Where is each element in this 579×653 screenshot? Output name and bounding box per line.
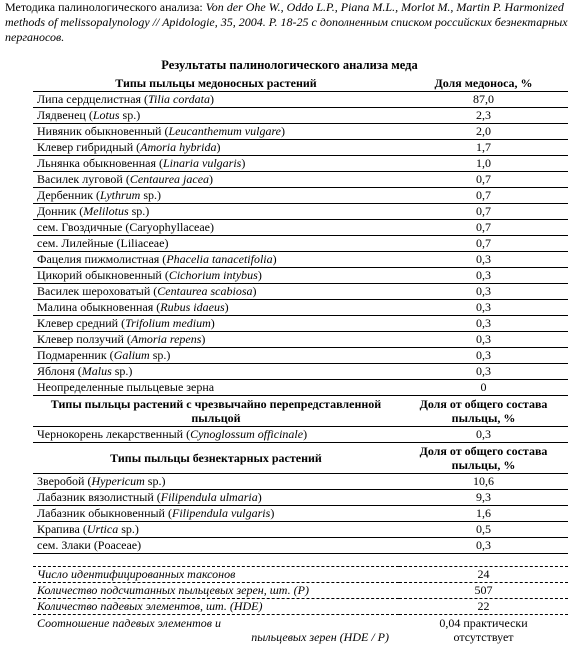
plant-common-name: Лабазник обыкновенный ( <box>37 506 172 520</box>
plant-common-name: Донник ( <box>37 204 84 218</box>
plant-common-name: Василек шероховатый ( <box>37 284 158 298</box>
section-header <box>33 76 568 92</box>
plant-common-name: Зверобой ( <box>37 474 92 488</box>
plant-common-name: Клевер ползучий ( <box>37 332 131 346</box>
plant-latin-name: Lythrum <box>100 188 141 202</box>
table-row <box>33 284 568 300</box>
share-value: 2,0 <box>399 124 568 140</box>
plant-latin-name: Malus <box>81 364 112 378</box>
share-value: 0,7 <box>399 236 568 252</box>
plant-latin-name: Linaria vulgaris <box>162 156 242 170</box>
share-value: 0,3 <box>399 300 568 316</box>
table-row <box>33 268 568 284</box>
plant-name-tail: sp.) <box>149 348 171 362</box>
plant-latin-name: Rubus idaeus <box>160 300 225 314</box>
plant-latin-name: Cichorium intybus <box>168 268 258 282</box>
column-header-share: Доля медоноса, % <box>399 76 568 92</box>
plant-name-tail: ) <box>252 284 257 298</box>
plant-latin-name: Galium <box>113 348 150 362</box>
column-header-type: Типы пыльцы растений с чрезвычайно перепредставленной пыльцой <box>33 396 399 427</box>
summary-row <box>33 599 568 615</box>
plant-latin-name: Tilia cordata <box>148 92 210 106</box>
ratio-value-line2: отсутствует <box>453 630 514 644</box>
share-value: 0,7 <box>399 220 568 236</box>
plant-name-tail: ) <box>201 332 206 346</box>
plant-name <box>33 204 399 220</box>
plant-name <box>33 220 399 236</box>
plant-latin-name: Leucanthemum vulgare <box>168 124 281 138</box>
table-row <box>33 364 568 380</box>
plant-name <box>33 348 399 364</box>
plant-name <box>33 92 399 108</box>
plant-name <box>33 172 399 188</box>
share-value: 9,3 <box>399 490 568 506</box>
summary-value: 22 <box>399 599 568 615</box>
share-value: 0,3 <box>399 538 568 554</box>
plant-common-name: сем. Гвоздичные (Caryophyllaceae) <box>37 220 214 234</box>
share-value: 0 <box>399 380 568 396</box>
table-row <box>33 108 568 124</box>
table-row <box>33 188 568 204</box>
plant-latin-name: Filipendula vulgaris <box>171 506 271 520</box>
table-row <box>33 252 568 268</box>
table-row <box>33 124 568 140</box>
section-header <box>33 443 568 474</box>
table-row <box>33 300 568 316</box>
plant-common-name: Дербенник ( <box>37 188 101 202</box>
table-row <box>33 348 568 364</box>
plant-latin-name: Centaurea jacea <box>129 172 210 186</box>
plant-common-name: сем. Злаки (Poaceae) <box>37 538 142 552</box>
table-row <box>33 172 568 188</box>
share-value: 1,6 <box>399 506 568 522</box>
methodology-prefix: Методика палинологического анализа: <box>5 0 206 14</box>
plant-latin-name: Trifolium medium <box>125 316 211 330</box>
summary-label: Число идентифицированных таксонов <box>33 567 399 583</box>
share-value: 0,3 <box>399 252 568 268</box>
plant-name-tail: sp.) <box>118 522 139 536</box>
table-row <box>33 220 568 236</box>
share-value: 0,7 <box>399 188 568 204</box>
plant-common-name: Лабазник вязолистный ( <box>37 490 161 504</box>
plant-name-tail: sp.) <box>119 108 141 122</box>
share-value: 0,7 <box>399 172 568 188</box>
plant-name-tail: ) <box>257 490 262 504</box>
plant-name-tail: ) <box>281 124 285 138</box>
plant-latin-name: Filipendula ulmaria <box>160 490 258 504</box>
table-row <box>33 204 568 220</box>
ratio-label <box>33 615 399 646</box>
plant-name <box>33 506 399 522</box>
plant-name <box>33 108 399 124</box>
plant-name <box>33 284 399 300</box>
ratio-value <box>399 615 568 646</box>
ratio-value-line1: 0,04 практически <box>439 616 528 630</box>
plant-latin-name: Phacelia tanacetifolia <box>166 252 273 266</box>
share-value: 0,3 <box>399 364 568 380</box>
plant-common-name: Крапива ( <box>37 522 87 536</box>
plant-name <box>33 427 399 443</box>
summary-row <box>33 567 568 583</box>
table-row <box>33 316 568 332</box>
spacer-row <box>33 554 568 567</box>
plant-common-name: Яблоня ( <box>37 364 82 378</box>
plant-name <box>33 364 399 380</box>
plant-name <box>33 268 399 284</box>
methodology-citation: Von der Ohe W., Oddo L.P., Piana M.L., Morlot M., Martin P. Harmonized methods of melissopalynology // Apidologie, 35, 2004. P. 18-25 <box>5 0 564 29</box>
column-header-share: Доля от общего состава пыльцы, % <box>399 396 568 427</box>
summary-label: Количество падевых элементов, шт. (HDE) <box>33 599 399 615</box>
plant-name <box>33 236 399 252</box>
table-row <box>33 236 568 252</box>
plant-latin-name: Amoria repens <box>130 332 202 346</box>
plant-common-name: Подмаренник ( <box>37 348 114 362</box>
plant-name-tail: ) <box>209 92 214 106</box>
table-row <box>33 332 568 348</box>
plant-name <box>33 380 399 396</box>
results-table <box>33 76 568 645</box>
plant-name <box>33 538 399 554</box>
ratio-label-line1: Соотношение падевых элементов и <box>37 616 221 630</box>
summary-value: 507 <box>399 583 568 599</box>
plant-latin-name: Hypericum <box>91 474 145 488</box>
plant-latin-name: Centaurea scabiosa <box>157 284 253 298</box>
plant-common-name: Лядвенец ( <box>37 108 93 122</box>
plant-name <box>33 140 399 156</box>
share-value: 0,3 <box>399 332 568 348</box>
plant-common-name: Фацелия пижмолистная ( <box>37 252 167 266</box>
summary-value: 24 <box>399 567 568 583</box>
plant-name <box>33 156 399 172</box>
ratio-row <box>33 615 568 646</box>
plant-common-name: Василек луговой ( <box>37 172 130 186</box>
share-value: 2,3 <box>399 108 568 124</box>
plant-common-name: Чернокорень лекарственный ( <box>37 427 191 441</box>
plant-name-tail: ) <box>303 427 308 441</box>
plant-latin-name: Amoria hybrida <box>140 140 217 154</box>
spacer-cell <box>399 554 568 567</box>
table-row <box>33 156 568 172</box>
plant-name <box>33 490 399 506</box>
plant-common-name: Малина обыкновенная ( <box>37 300 161 314</box>
share-value: 0,3 <box>399 284 568 300</box>
column-header-type: Типы пыльцы медоносных растений <box>33 76 399 92</box>
plant-name <box>33 522 399 538</box>
table-row <box>33 538 568 554</box>
plant-name-tail: sp.) <box>128 204 150 218</box>
column-header-share: Доля от общего состава пыльцы, % <box>399 443 568 474</box>
plant-name <box>33 332 399 348</box>
plant-common-name: Льнянка обыкновенная ( <box>37 156 163 170</box>
plant-name-tail: ) <box>209 172 214 186</box>
plant-name-tail: ) <box>272 252 277 266</box>
column-header-type: Типы пыльцы безнектарных растений <box>33 443 399 474</box>
share-value: 10,6 <box>399 474 568 490</box>
share-value: 87,0 <box>399 92 568 108</box>
table-row <box>33 427 568 443</box>
plant-name <box>33 474 399 490</box>
plant-common-name: Клевер гибридный ( <box>37 140 141 154</box>
plant-latin-name: Melilotus <box>83 204 129 218</box>
plant-common-name: Клевер средний ( <box>37 316 126 330</box>
plant-name-tail: ) <box>241 156 246 170</box>
share-value: 0,3 <box>399 348 568 364</box>
plant-common-name: Неопределенные пыльцевые зерна <box>37 380 215 394</box>
plant-latin-name: Urtica <box>86 522 119 536</box>
plant-name-tail: sp.) <box>140 188 162 202</box>
table-row <box>33 506 568 522</box>
plant-name <box>33 252 399 268</box>
share-value: 1,0 <box>399 156 568 172</box>
page-title: Результаты палинологического анализа меда <box>161 58 418 72</box>
plant-common-name: сем. Лилейные (Liliaceae) <box>37 236 169 250</box>
summary-row <box>33 583 568 599</box>
table-row <box>33 474 568 490</box>
table-row <box>33 380 568 396</box>
share-value: 0,3 <box>399 427 568 443</box>
share-value: 0,5 <box>399 522 568 538</box>
methodology-note <box>5 0 575 45</box>
spacer-cell <box>33 554 399 567</box>
plant-name <box>33 300 399 316</box>
plant-name-tail: ) <box>210 316 215 330</box>
plant-name <box>33 188 399 204</box>
plant-name-tail: ) <box>257 268 262 282</box>
plant-name-tail: ) <box>216 140 221 154</box>
table-row <box>33 92 568 108</box>
plant-name <box>33 124 399 140</box>
plant-common-name: Липа сердцелистная ( <box>37 92 149 106</box>
table-row <box>33 522 568 538</box>
plant-name-tail: ) <box>270 506 275 520</box>
plant-name-tail: sp.) <box>144 474 166 488</box>
table-row <box>33 140 568 156</box>
plant-common-name: Цикорий обыкновенный ( <box>37 268 169 282</box>
share-value: 0,3 <box>399 268 568 284</box>
share-value: 1,7 <box>399 140 568 156</box>
section-header <box>33 396 568 427</box>
table-row <box>33 490 568 506</box>
plant-latin-name: Cynoglossum officinale <box>190 427 304 441</box>
ratio-label-line2: пыльцевых зерен (HDE / P) <box>251 630 389 644</box>
plant-common-name: Нивяник обыкновенный ( <box>37 124 169 138</box>
share-value: 0,3 <box>399 316 568 332</box>
plant-name-tail: sp.) <box>111 364 133 378</box>
methodology-suffix: с дополненным списком российских безнектарных перганосов. <box>5 15 568 44</box>
share-value: 0,7 <box>399 204 568 220</box>
plant-name <box>33 316 399 332</box>
summary-label: Количество подсчитанных пыльцевых зерен, шт. (P) <box>33 583 399 599</box>
plant-latin-name: Lotus <box>92 108 120 122</box>
plant-name-tail: ) <box>224 300 229 314</box>
